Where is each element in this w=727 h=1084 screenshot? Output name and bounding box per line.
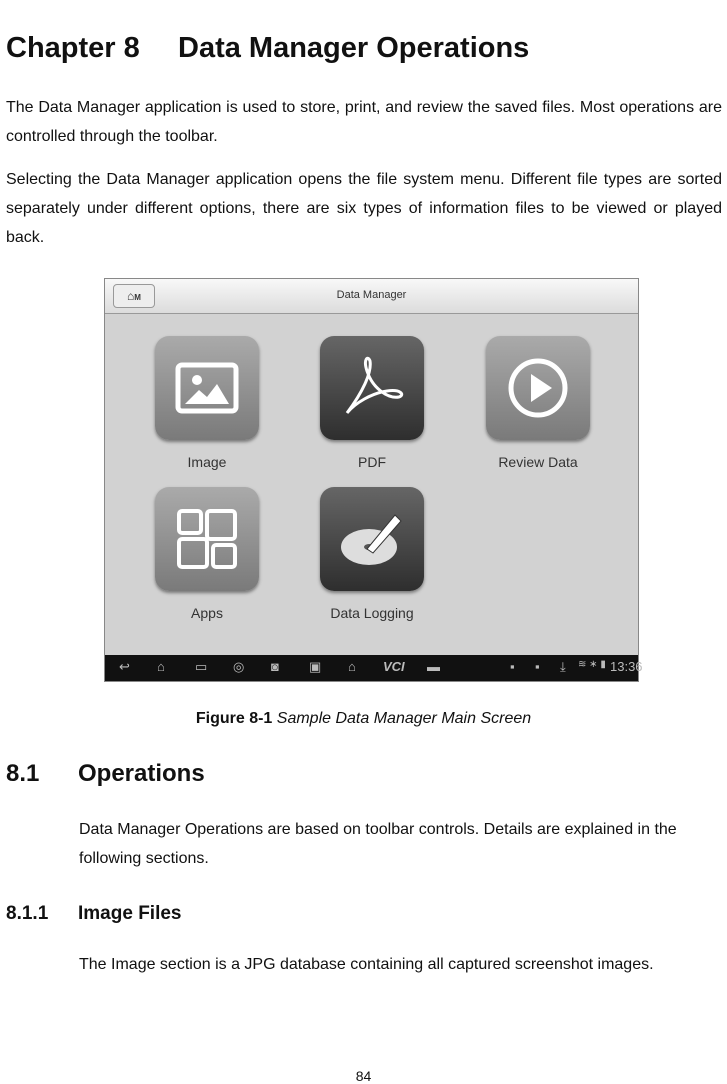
system-navbar xyxy=(105,655,643,681)
teamviewer-icon[interactable]: ▪ xyxy=(510,659,515,674)
pdf-icon xyxy=(320,336,424,440)
status-icons: ≋ ∗ ▮ xyxy=(578,659,606,670)
figure-screenshot xyxy=(104,278,643,682)
app-data-logging[interactable]: Data Logging xyxy=(317,487,427,621)
download-icon: ⤓ xyxy=(560,659,566,674)
app-pdf[interactable]: PDF xyxy=(317,336,427,470)
subsection-heading: 8.1.1 Image Files xyxy=(6,903,182,924)
play-icon xyxy=(486,336,590,440)
home-icon[interactable]: ⌂ xyxy=(157,659,165,674)
app-apps[interactable]: Apps xyxy=(152,487,262,621)
title-bar xyxy=(105,279,638,314)
maxifix-icon[interactable]: ⌂ xyxy=(348,659,356,674)
apps-icon xyxy=(155,487,259,591)
vci-icon[interactable]: VCI xyxy=(383,659,405,674)
app-image[interactable]: Image xyxy=(152,336,262,470)
data-logging-icon xyxy=(320,487,424,591)
paragraph: The Image section is a JPG database containing all captured screenshot images. xyxy=(79,956,654,973)
browser-icon[interactable]: ◎ xyxy=(233,659,245,674)
car-icon[interactable]: ▬ xyxy=(427,659,440,674)
paragraph: The Data Manager application is used to store, print, and review the saved files. Most operations are controlled through the toolbar. xyxy=(6,99,722,145)
home-button[interactable]: ⌂M xyxy=(113,284,155,308)
display-icon[interactable]: ▣ xyxy=(309,659,322,674)
notification-icon[interactable]: ▪ xyxy=(535,659,540,674)
page-number: 84 xyxy=(355,1068,372,1084)
camera-icon[interactable]: ◙ xyxy=(271,659,279,674)
section-heading: 8.1 Operations xyxy=(6,760,205,787)
figure-caption: Figure 8-1 Sample Data Manager Main Screen xyxy=(195,710,532,727)
image-icon xyxy=(155,336,259,440)
recent-apps-icon[interactable]: ▭ xyxy=(195,659,208,674)
paragraph: Selecting the Data Manager application opens the file system menu. Different file types are sorted separately under different options, there are six types of information files to be viewed or played back. xyxy=(6,171,722,246)
window-title: Data Manager xyxy=(336,289,407,301)
paragraph: Data Manager Operations are based on toolbar controls. Details are explained in the following sections. xyxy=(79,821,677,867)
clock: 13:36 xyxy=(610,659,643,674)
back-icon[interactable]: ↩ xyxy=(119,659,130,674)
app-review-data[interactable]: Review Data xyxy=(483,336,593,470)
chapter-heading: Chapter 8 Data Manager Operations xyxy=(6,32,530,64)
